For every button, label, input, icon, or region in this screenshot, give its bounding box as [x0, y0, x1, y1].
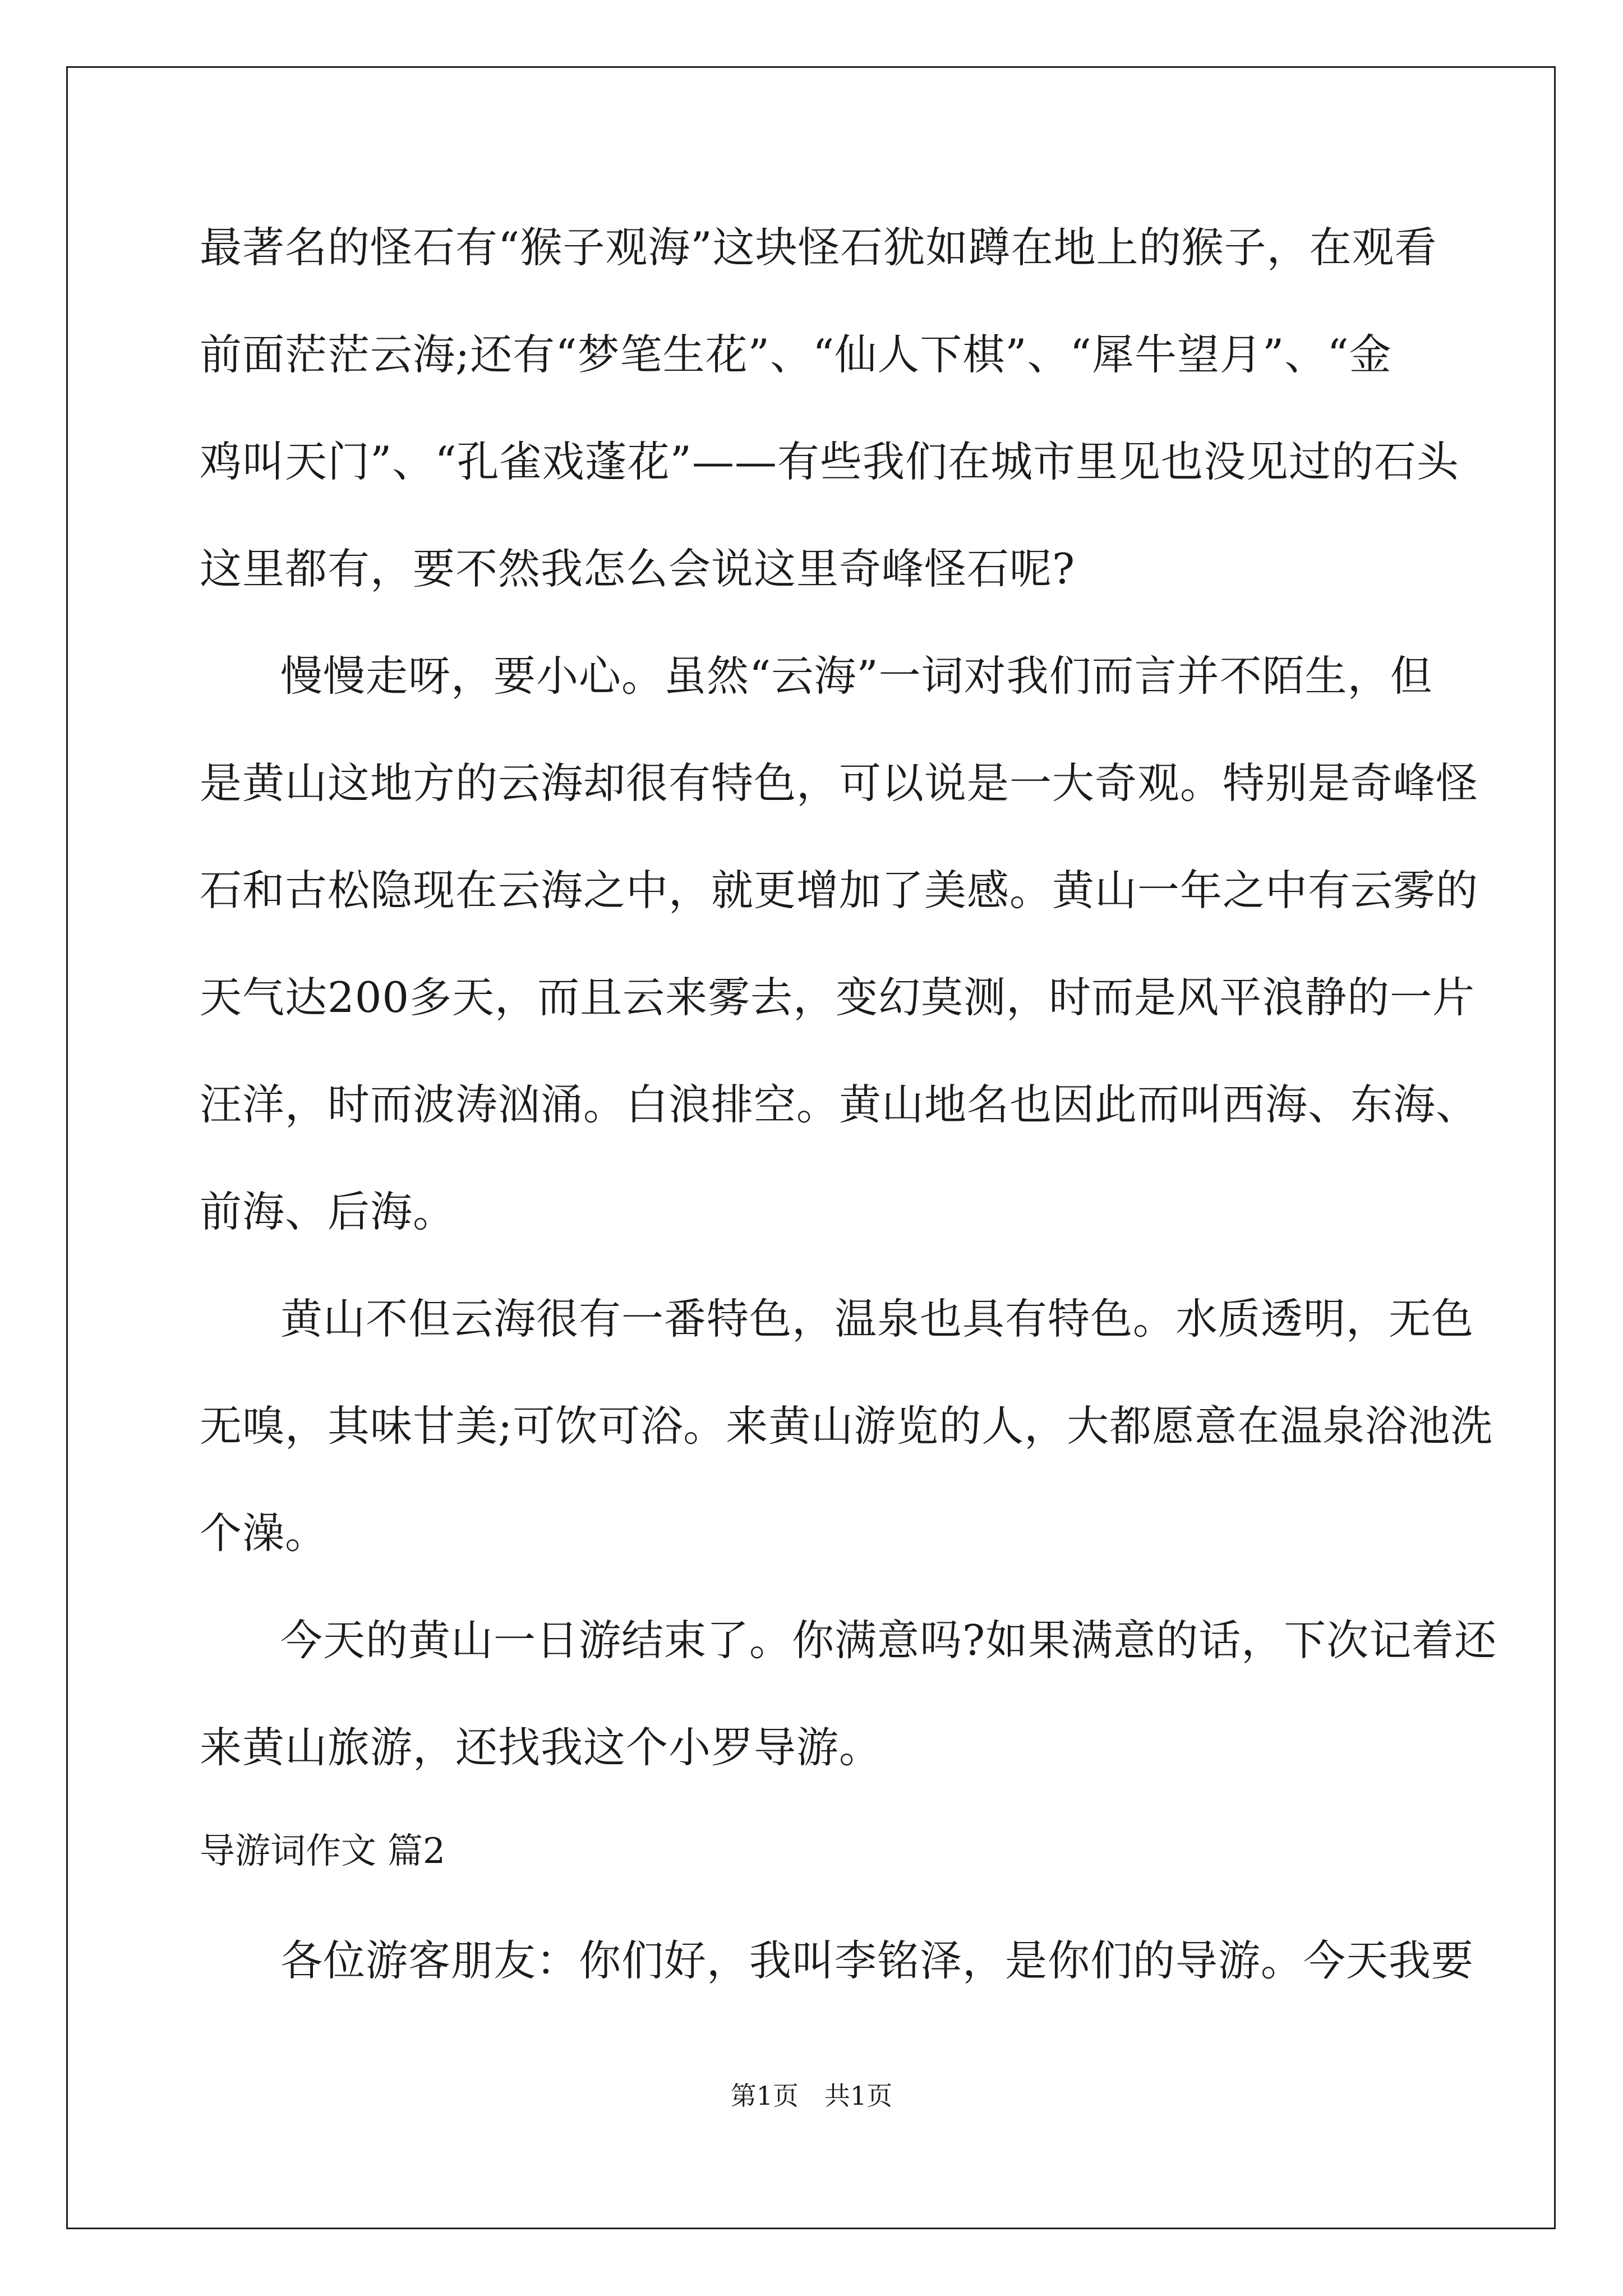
- text-line: 黄山不但云海很有一番特色，温泉也具有特色。水质透明，无色: [280, 1294, 1474, 1343]
- text-line: 个澡。: [200, 1508, 328, 1558]
- section-heading: 导游词作文 篇2: [200, 1830, 446, 1871]
- text-line: 最著名的怪石有“猴子观海”这块怪石犹如蹲在地上的猴子，在观看: [200, 223, 1437, 272]
- text-line: 前海、后海。: [200, 1187, 456, 1236]
- text-line: 无嗅，其味甘美;可饮可浴。来黄山游览的人，大都愿意在温泉浴池洗: [200, 1401, 1493, 1451]
- text-line: 慢慢走呀，要小心。虽然“云海”一词对我们而言并不陌生，但: [280, 651, 1433, 701]
- text-line: 天气达200多天，而且云来雾去，变幻莫测，时而是风平浪静的一片: [200, 973, 1476, 1022]
- page-border: [66, 66, 1556, 2229]
- text-line: 鸡叫天门”、“孔雀戏蓬花”——有些我们在城市里见也没见过的石头: [200, 437, 1460, 486]
- text-line: 这里都有，要不然我怎么会说这里奇峰怪石呢?: [200, 544, 1076, 593]
- text-line: 各位游客朋友：你们好，我叫李铭泽，是你们的导游。今天我要: [280, 1936, 1474, 1985]
- text-line: 石和古松隐现在云海之中，就更增加了美感。黄山一年之中有云雾的: [200, 866, 1479, 915]
- text-line: 汪洋，时而波涛汹涌。白浪排空。黄山地名也因此而叫西海、东海、: [200, 1080, 1479, 1129]
- text-line: 是黄山这地方的云海却很有特色，可以说是一大奇观。特别是奇峰怪: [200, 758, 1479, 808]
- text-line: 前面茫茫云海;还有“梦笔生花”、“仙人下棋”、“犀牛望月”、“金: [200, 330, 1392, 379]
- text-line: 今天的黄山一日游结束了。你满意吗?如果满意的话，下次记着还: [280, 1616, 1497, 1665]
- page-number-footer: 第1页 共1页: [730, 2081, 893, 2111]
- text-line: 来黄山旅游，还找我这个小罗导游。: [200, 1723, 882, 1772]
